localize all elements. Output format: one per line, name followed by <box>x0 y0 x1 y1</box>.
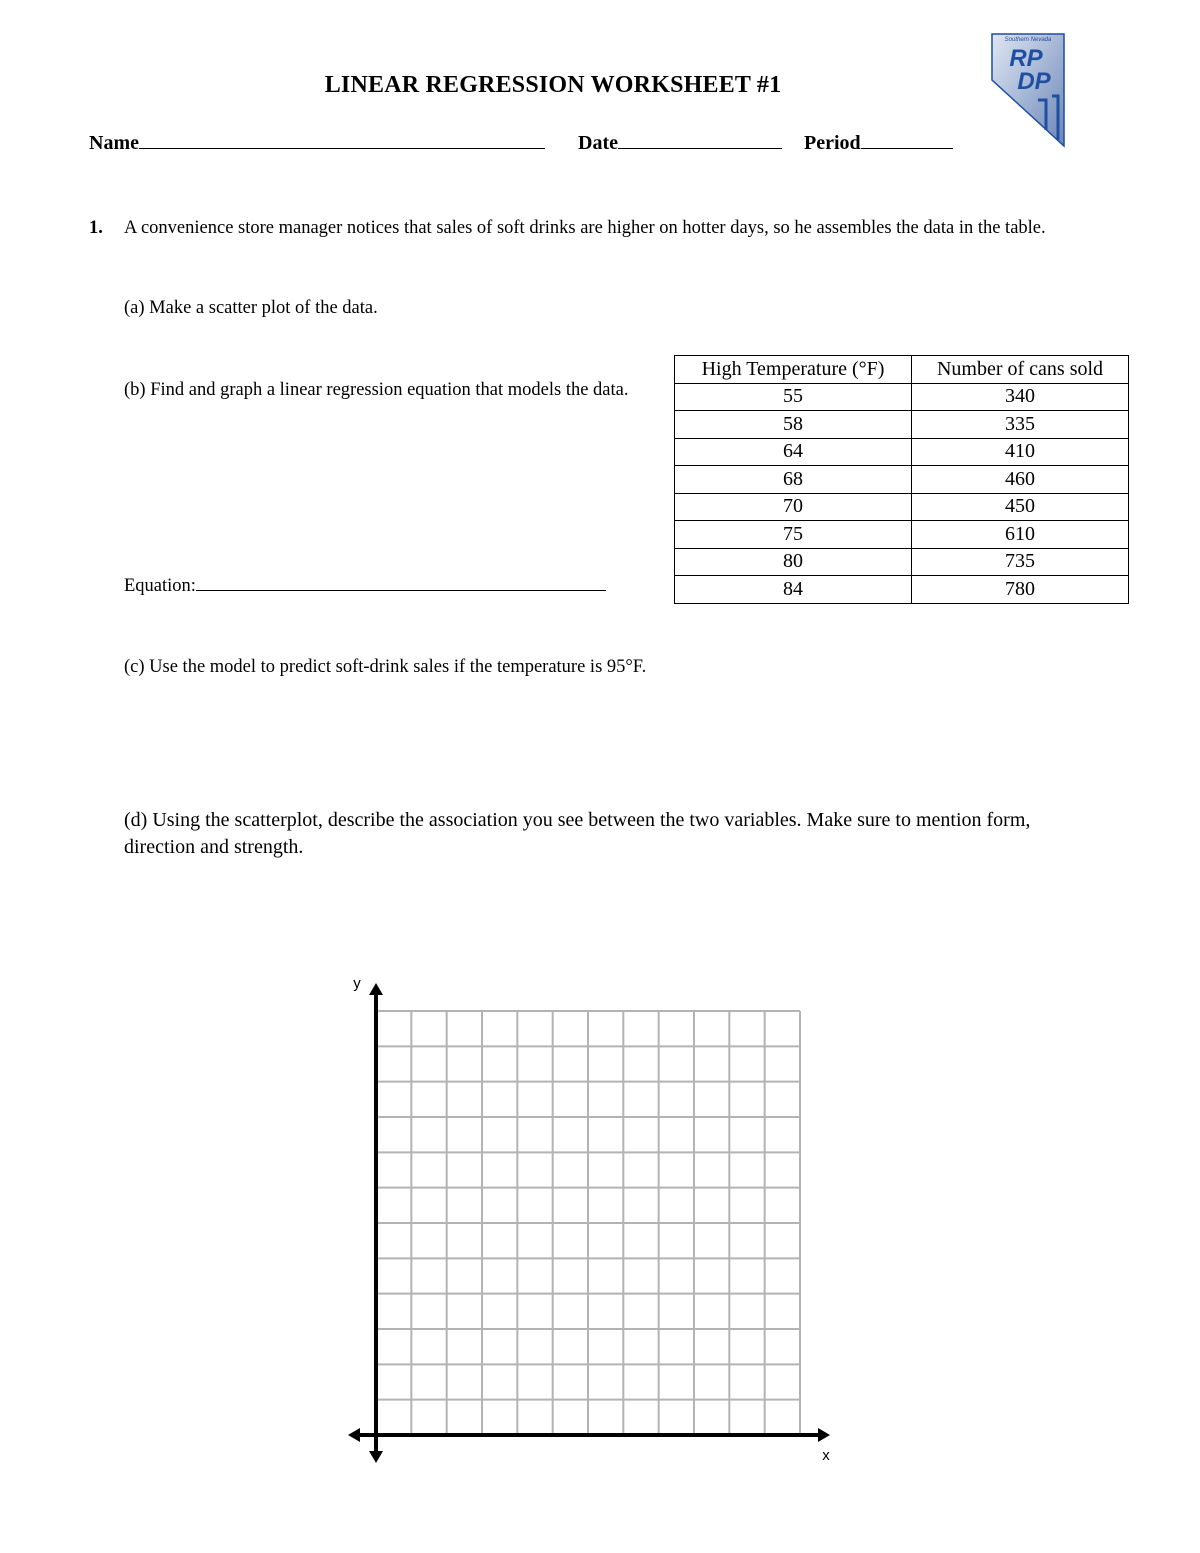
question-text: A convenience store manager notices that sales of soft drinks are higher on hotter days, so he assembles the data in the table. <box>124 218 1046 238</box>
name-field[interactable] <box>89 131 545 155</box>
cans-cell: 450 <box>912 493 1129 521</box>
y-axis-arrow-down-icon <box>369 1451 383 1463</box>
temperature-cell: 68 <box>675 466 912 494</box>
table-row <box>675 438 1129 466</box>
temperature-cell: 64 <box>675 438 912 466</box>
table-row <box>675 493 1129 521</box>
part-b-text: (b) Find and graph a linear regression equation that models the data. <box>124 380 629 400</box>
equation-label: Equation: <box>124 576 196 596</box>
question-number: 1. <box>89 218 103 238</box>
part-a-text: (a) Make a scatter plot of the data. <box>124 298 378 318</box>
period-field[interactable] <box>804 131 953 155</box>
part-c-text: (c) Use the model to predict soft-drink sales if the temperature is 95°F. <box>124 657 647 677</box>
period-label: Period <box>804 132 861 154</box>
temperature-cell: 55 <box>675 383 912 411</box>
equation-field[interactable] <box>124 572 606 600</box>
x-axis-arrow-right-icon <box>818 1428 830 1442</box>
table-header-row <box>675 356 1129 384</box>
graph-grid <box>376 1011 800 1435</box>
blank-graph[interactable] <box>340 965 840 1475</box>
data-table <box>674 355 1129 604</box>
y-axis-label: y <box>353 975 361 992</box>
cans-cell: 340 <box>912 383 1129 411</box>
temperature-cell: 80 <box>675 548 912 576</box>
worksheet-title: LINEAR REGRESSION WORKSHEET #1 <box>324 72 782 98</box>
cans-cell: 780 <box>912 576 1129 604</box>
table-row <box>675 548 1129 576</box>
cans-cell: 735 <box>912 548 1129 576</box>
part-d-text: (d) Using the scatterplot, describe the association you see between the two variables. Make sure to mention form, direction and strength. <box>124 809 1031 858</box>
date-field[interactable] <box>578 131 782 155</box>
table-row <box>675 576 1129 604</box>
table-header-cans: Number of cans sold <box>912 356 1129 384</box>
cans-cell: 460 <box>912 466 1129 494</box>
x-axis-label: x <box>822 1447 830 1464</box>
table-row <box>675 521 1129 549</box>
table-row <box>675 466 1129 494</box>
table-row <box>675 383 1129 411</box>
svg-text:Southern Nevada: Southern Nevada <box>1004 37 1052 43</box>
table-header-temperature: High Temperature (°F) <box>675 356 912 384</box>
svg-text:DP: DP <box>1017 68 1051 95</box>
y-axis-arrow-up-icon <box>369 983 383 995</box>
temperature-cell: 75 <box>675 521 912 549</box>
name-label: Name <box>89 132 139 154</box>
temperature-cell: 84 <box>675 576 912 604</box>
svg-text:RP: RP <box>1009 45 1043 72</box>
table-row <box>675 411 1129 439</box>
cans-cell: 410 <box>912 438 1129 466</box>
temperature-cell: 58 <box>675 411 912 439</box>
date-label: Date <box>578 132 618 154</box>
x-axis-arrow-left-icon <box>348 1428 360 1442</box>
cans-cell: 610 <box>912 521 1129 549</box>
temperature-cell: 70 <box>675 493 912 521</box>
rpdp-logo <box>986 30 1070 148</box>
cans-cell: 335 <box>912 411 1129 439</box>
